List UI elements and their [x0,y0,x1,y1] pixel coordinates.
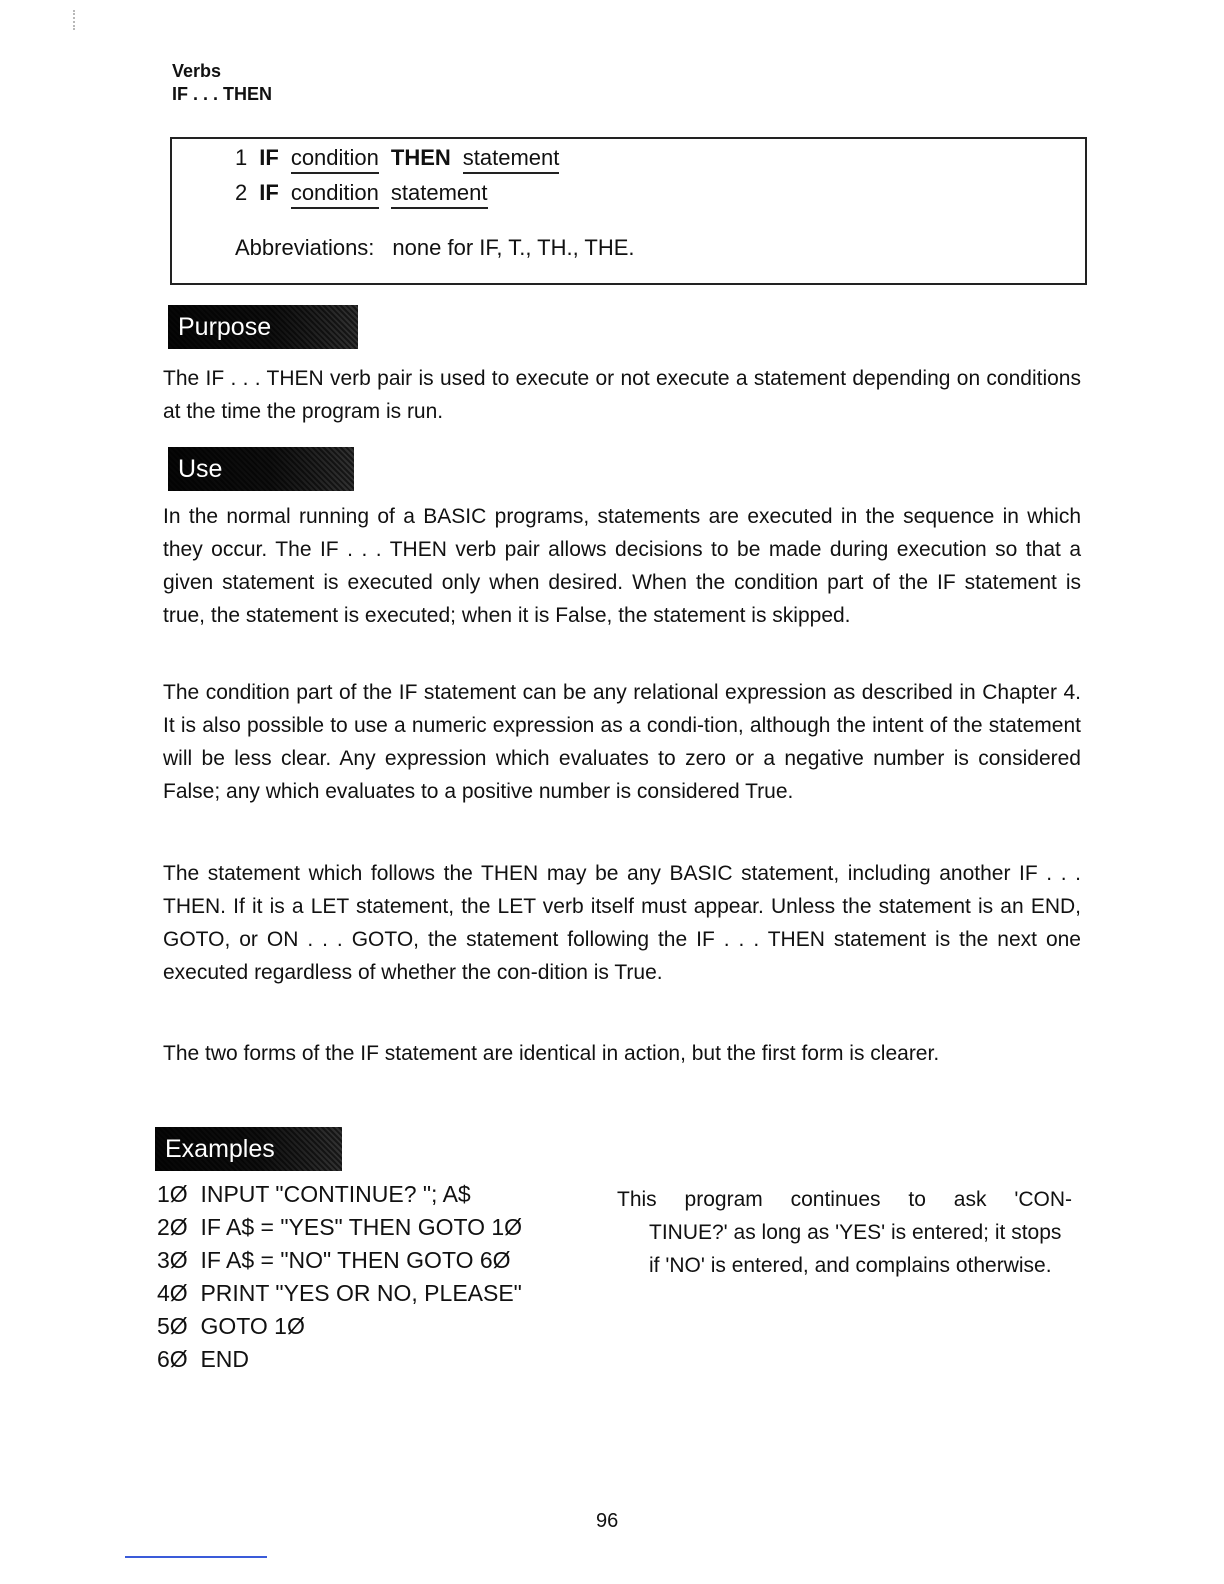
syntax-keyword-if: IF [259,145,279,170]
use-paragraph-4: The two forms of the IF statement are identical in action, but the first form is clearer. [163,1042,940,1065]
abbreviations-value: none for IF, T., TH., THE. [392,235,635,260]
section-heading-use: Use [168,447,354,491]
scan-artifact [73,10,77,30]
syntax-condition: condition [291,180,379,209]
code-line: 5Ø GOTO 1Ø [157,1313,305,1339]
example-description-first-line: This program continues to ask 'CON- [617,1188,1072,1211]
code-line: 4Ø PRINT "YES OR NO, PLEASE" [157,1280,522,1306]
header-verb: IF . . . THEN [172,84,273,104]
example-description [617,1183,1072,1282]
syntax-condition: condition [291,145,379,174]
footer-rule [125,1556,267,1558]
header-category: Verbs [172,61,222,81]
purpose-paragraph: The IF . . . THEN verb pair is used to execute or not execute a statement depending on conditions at the time the program is run. [163,367,1081,423]
syntax-keyword-if: IF [259,180,279,205]
running-header [172,60,272,106]
syntax-keyword-then: THEN [390,145,451,170]
code-line: 6Ø END [157,1346,250,1372]
example-description-rest: TINUE?' as long as 'YES' is entered; it stops if 'NO' is entered, and complains otherwise. [649,1221,1062,1277]
syntax-form-2-number: 2 [235,180,248,205]
page-number: 96 [596,1510,619,1532]
code-line: 1Ø INPUT "CONTINUE? "; A$ [157,1181,471,1207]
syntax-statement: statement [391,180,488,209]
syntax-form-2 [235,180,500,206]
syntax-statement: statement [463,145,560,174]
use-paragraph-2: The condition part of the IF statement can be any relational expression as described in Chapter 4. It is also possible to use a numeric expression as a condi-tion, although the intent of the statement will be less clear. Any expression which evaluates to zero or a negative number is considered False; any which evaluates to a positive number is considered True. [163,681,1081,803]
example-code-listing [157,1178,522,1376]
use-paragraph-1: In the normal running of a BASIC programs, statements are executed in the sequence in which they occur. The IF . . . THEN verb pair allows decisions to be made during execution so that a given statement is executed only when desired. When the condition part of the IF statement is true, the statement is executed; when it is False, the statement is skipped. [163,505,1081,627]
syntax-form-1 [235,145,571,171]
code-line: 2Ø IF A$ = "YES" THEN GOTO 1Ø [157,1214,523,1240]
syntax-form-1-number: 1 [235,145,248,170]
abbreviations-label: Abbreviations: [235,235,375,260]
code-line: 3Ø IF A$ = "NO" THEN GOTO 6Ø [157,1247,511,1273]
abbreviations [235,235,635,261]
section-heading-purpose: Purpose [168,305,358,349]
use-paragraph-3: The statement which follows the THEN may be any BASIC statement, including another IF . . . THEN. If it is a LET statement, the LET verb itself must appear. Unless the statement is an END, GOTO, or ON . . . GOTO, the statement following the IF . . . THEN statement is the next one executed regardless of whether the con-dition is True. [163,862,1081,984]
section-heading-examples: Examples [155,1127,342,1171]
